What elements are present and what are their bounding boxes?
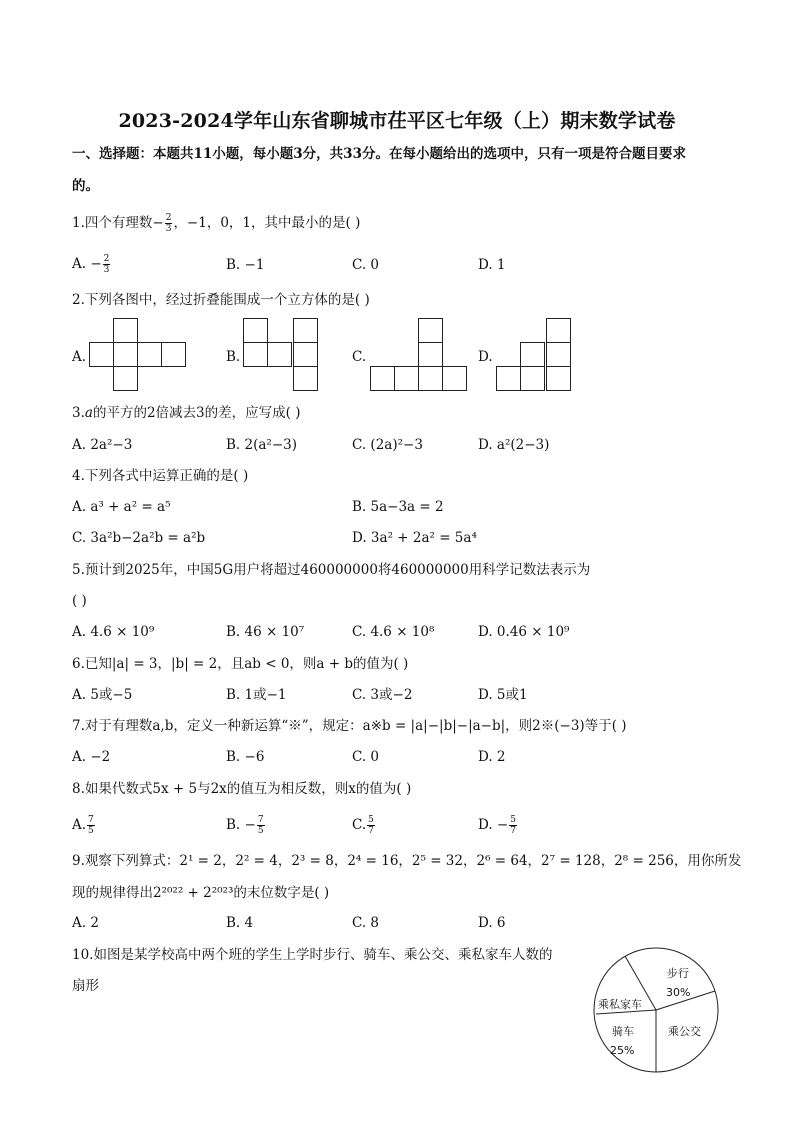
q8-option-c: C. $\frac{5}{7}$: [352, 815, 374, 836]
question-9-stem: 9.观察下列算式：2¹ = 2，2² = 4，2³ = 8，2⁴ = 16，2⁵ = 32，2⁶ = 64，2⁷ = 128，2⁸ = 256，用你所发: [72, 853, 742, 869]
q6-option-b: B. 1或−1: [226, 687, 287, 703]
q7-option-b: B. −6: [226, 749, 265, 765]
q9-option-a: A. 2: [72, 915, 99, 931]
pie-label-bike: 骑车: [612, 1025, 634, 1038]
q7-option-d: D. 2: [478, 749, 506, 765]
q3-option-c: C. (2a)²−3: [352, 437, 423, 453]
q8-option-b: B. − $\frac{7}{5}$: [226, 815, 264, 836]
pie-chart: [590, 946, 724, 1076]
q2-option-a-label: A.: [72, 349, 87, 365]
q6-option-d: D. 5或1: [478, 687, 528, 703]
question-10-stem-cont: 扇形: [72, 978, 99, 994]
q1-option-b: B. −1: [226, 257, 265, 273]
question-4-stem: 4.下列各式中运算正确的是( ): [72, 468, 249, 484]
q7-option-c: C. 0: [352, 749, 380, 765]
question-5-stem: 5.预计到2025年，中国5G用户将超过460000000将460000000用科学记数法表示为: [72, 562, 591, 578]
q1-option-c: C. 0: [352, 257, 380, 273]
q9-option-d: D. 6: [478, 915, 506, 931]
q9-option-b: B. 4: [226, 915, 254, 931]
question-3-stem: 3.a的平方的2倍减去3的差，应写成( ): [72, 405, 301, 421]
q3-option-d: D. a²(2−3): [478, 437, 550, 453]
q7-option-a: A. −2: [72, 749, 111, 765]
question-7-stem: 7.对于有理数a,b，定义一种新运算“※”，规定：a※b = |a|−|b|−|a−b|，则2※(−3)等于( ): [72, 718, 627, 734]
q4-option-a: A. a³ + a² = a⁵: [72, 499, 171, 515]
q3-option-a: A. 2a²−3: [72, 437, 133, 453]
q2-option-c-label: C.: [352, 349, 367, 365]
q1-option-a: A. − $\frac{2}{3}$: [72, 254, 110, 275]
pie-value-bike: 25%: [610, 1044, 635, 1057]
q9-option-c: C. 8: [352, 915, 380, 931]
section-heading: 一、选择题：本题共11小题，每小题3分，共33分。在每小题给出的选项中，只有一项是符合题目要求: [72, 146, 686, 162]
q2-option-d-label: D.: [478, 349, 493, 365]
section-heading-cont: 的。: [72, 178, 99, 194]
question-2-stem: 2.下列各图中，经过折叠能围成一个立方体的是( ): [72, 292, 370, 308]
page-title: 2023-2024学年山东省聊城市茌平区七年级（上）期末数学试卷: [118, 110, 676, 132]
question-10-stem: 10.如图是某学校高中两个班的学生上学时步行、骑车、乘公交、乘私家车人数的: [72, 947, 553, 963]
q8-option-a: A. $\frac{7}{5}$: [72, 815, 94, 836]
q4-option-b: B. 5a−3a = 2: [352, 499, 444, 515]
q4-option-c: C. 3a²b−2a²b = a²b: [72, 530, 206, 546]
q5-option-a: A. 4.6 × 10⁹: [72, 624, 155, 640]
question-1-stem: 1.四个有理数− $\frac{2}{3}$ ，−1，0，1，其中最小的是( ): [72, 213, 361, 234]
q8-option-d: D. − $\frac{5}{7}$: [478, 815, 516, 836]
q5-option-c: C. 4.6 × 10⁸: [352, 624, 435, 640]
q3-option-b: B. 2(a²−3): [226, 437, 297, 453]
q4-option-d: D. 3a² + 2a² = 5a⁴: [352, 530, 477, 546]
question-5-stem-cont: ( ): [72, 593, 87, 609]
question-6-stem: 6.已知|a| = 3，|b| = 2，且ab < 0，则a + b的值为( ): [72, 656, 409, 672]
q5-option-d: D. 0.46 × 10⁹: [478, 624, 570, 640]
question-8-stem: 8.如果代数式5x + 5与2x的值互为相反数，则x的值为( ): [72, 781, 412, 797]
q2-option-b-label: B.: [226, 349, 241, 365]
question-9-stem-cont: 现的规律得出2²⁰²² + 2²⁰²³的末位数字是( ): [72, 885, 330, 901]
q6-option-c: C. 3或−2: [352, 687, 413, 703]
q1-option-d: D. 1: [478, 257, 506, 273]
q5-option-b: B. 46 × 10⁷: [226, 624, 305, 640]
pie-label-car: 乘私家车: [598, 998, 642, 1011]
q6-option-a: A. 5或−5: [72, 687, 133, 703]
pie-label-walk: 步行: [667, 967, 689, 980]
pie-label-bus: 乘公交: [668, 1025, 701, 1038]
pie-value-walk: 30%: [666, 986, 691, 999]
